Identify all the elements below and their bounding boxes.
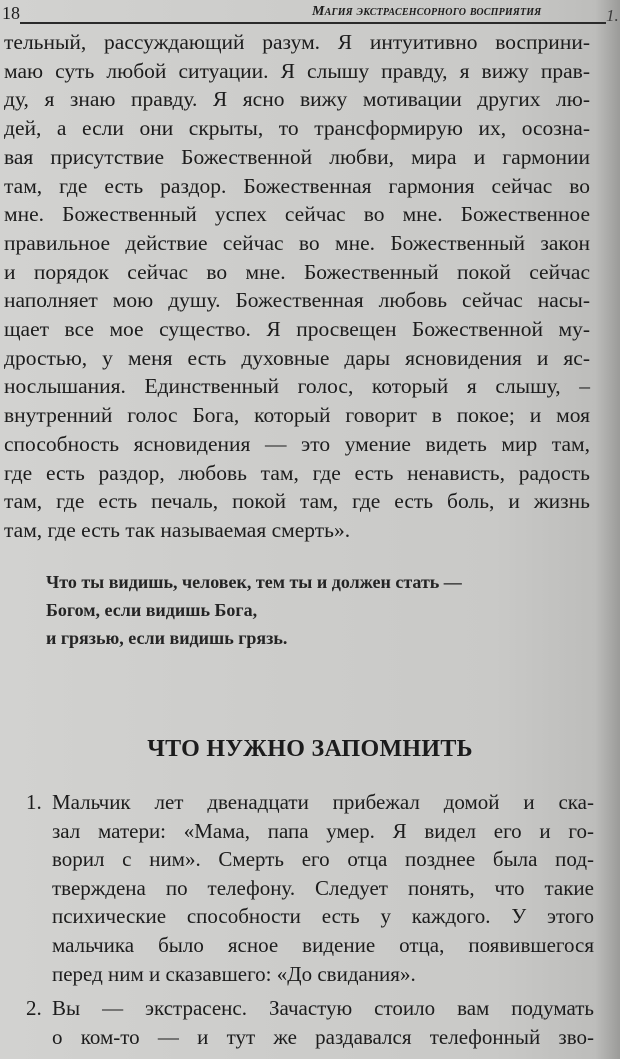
list-number: 2. <box>26 996 42 1021</box>
text-line: о ком-то — и тут же раздавался телефонный зво- <box>52 1024 594 1049</box>
text-line: мальчика было ясное видение отца, появившегося <box>52 932 594 957</box>
text-line: тверждена по телефону. Следует понять, что такие <box>52 875 594 900</box>
section-heading: ЧТО НУЖНО ЗАПОМНИТЬ <box>147 736 473 762</box>
facing-page-edge-mark: 1. <box>606 6 619 25</box>
list-item <box>26 788 594 988</box>
text-line: там, где есть печаль, покой там, где есть боль, и жизнь <box>4 489 590 514</box>
text-line: и порядок сейчас во мне. Божественный покой сейчас <box>4 259 590 284</box>
page-header <box>0 0 620 26</box>
list-item <box>26 994 594 1051</box>
text-line: Вы — экстрасенс. Зачастую стоило вам подумать <box>52 996 594 1021</box>
text-line: маю суть любой ситуации. Я слышу правду, я вижу прав- <box>4 58 590 83</box>
running-head: Магия экстрасенсорного восприятия <box>312 4 542 19</box>
text-line: дростью, у меня есть духовные дары ясновидения и яс- <box>4 345 590 370</box>
text-line: наполняет мою душу. Божественная любовь сейчас насы- <box>4 288 590 313</box>
text-line: зал матери: «Мама, папа умер. Я видел его и го- <box>52 818 594 843</box>
body-paragraph <box>4 28 590 545</box>
text-line: мне. Божественный успех сейчас во мне. Божественное <box>4 202 590 227</box>
text-line: психические способности есть у каждого. У этого <box>52 904 594 929</box>
text-line: внутренний голос Бога, который говорит в покое; и моя <box>4 403 590 428</box>
text-line: где есть раздор, любовь там, где есть ненависть, радость <box>4 460 590 485</box>
text-line: способность ясновидения — это умение видеть мир там, <box>4 431 590 456</box>
text-line: перед ним и сказавшего: «До свидания». <box>52 961 416 986</box>
text-line: тельный, рассуждающий разум. Я интуитивно восприни- <box>4 30 590 54</box>
numbered-list <box>26 788 594 1051</box>
quote-line: и грязью, если видишь грязь. <box>46 628 288 648</box>
text-line: правильное действие сейчас во мне. Божественный закон <box>4 230 590 255</box>
header-rule <box>20 22 606 24</box>
text-line: Мальчик лет двенадцати прибежал домой и ска- <box>52 790 594 814</box>
text-line: там, где есть раздор. Божественная гармония сейчас во <box>4 173 590 198</box>
quote-line: Богом, если видишь Бога, <box>46 600 258 620</box>
page-number: 18 <box>2 3 20 23</box>
text-line: там, где есть так называемая смерть». <box>4 517 351 542</box>
text-line: ворил с ним». Смерть его отца позднее была под- <box>52 847 594 872</box>
text-line: ду, я знаю правду. Я ясно вижу мотивации других лю- <box>4 87 590 112</box>
text-line: вая присутствие Божественной любви, мира и гармонии <box>4 144 590 169</box>
text-line: дей, а если они скрыты, то трансформирую их, осозна- <box>4 116 590 141</box>
quote-line: Что ты видишь, человек, тем ты и должен стать — <box>46 572 462 592</box>
text-line: нослышания. Единственный голос, который я слышу, – <box>4 374 590 399</box>
list-number: 1. <box>26 790 42 814</box>
epigraph-quote <box>46 568 462 652</box>
text-line: щает все мое существо. Я просвещен Божественной му- <box>4 317 590 342</box>
